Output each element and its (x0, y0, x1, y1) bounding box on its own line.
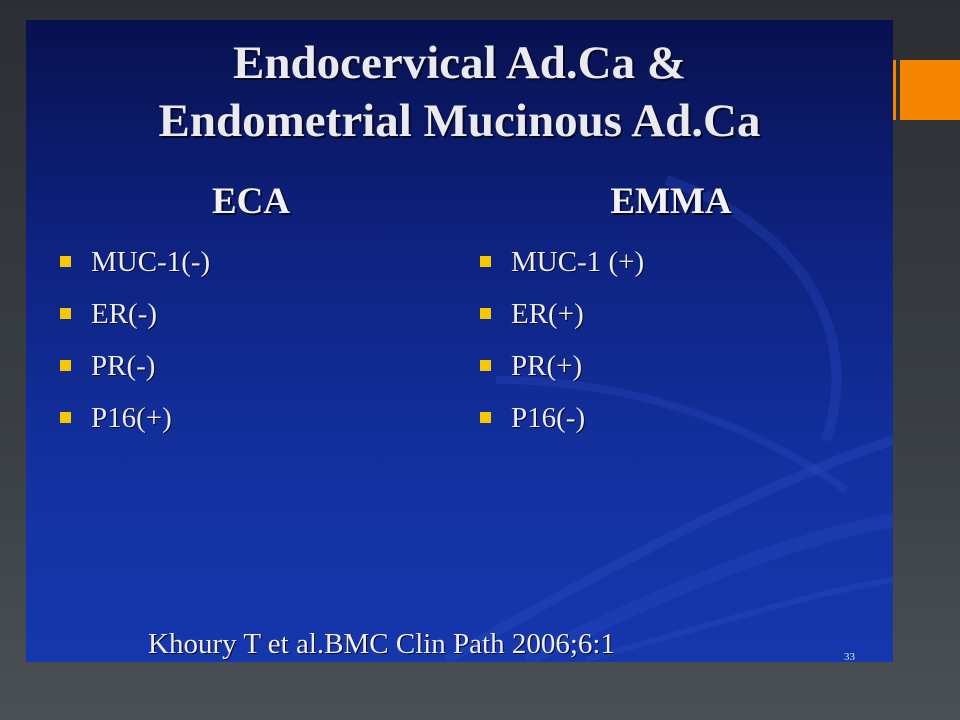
square-bullet-icon (60, 308, 71, 319)
list-item-text: P16(-) (511, 402, 586, 434)
list-item (476, 236, 876, 288)
slide-number: 33 (844, 651, 855, 662)
title-line-1: Endocervical Ad.Ca & (232, 37, 687, 89)
left-column-list (56, 236, 456, 444)
square-bullet-icon (480, 256, 491, 267)
square-bullet-icon (60, 412, 71, 423)
list-item-text: P16(+) (91, 402, 172, 434)
list-item-text: MUC-1(-) (91, 246, 211, 278)
list-item (476, 340, 876, 392)
right-column (476, 180, 876, 444)
list-item (476, 392, 876, 444)
list-item (56, 236, 456, 288)
title-line-2: Endometrial Mucinous Ad.Ca (158, 95, 761, 147)
square-bullet-icon (480, 412, 491, 423)
list-item (56, 392, 456, 444)
right-column-list (476, 236, 876, 444)
citation: Khoury T et al.BMC Clin Path 2006;6:1 (148, 628, 615, 660)
accent-line (893, 60, 896, 120)
list-item-text: MUC-1 (+) (511, 246, 645, 278)
left-column (56, 180, 456, 444)
square-bullet-icon (60, 360, 71, 371)
list-item-text: PR(+) (511, 350, 583, 382)
slide (26, 20, 893, 662)
right-column-heading: EMMA (610, 181, 732, 222)
square-bullet-icon (480, 360, 491, 371)
square-bullet-icon (60, 256, 71, 267)
square-bullet-icon (480, 308, 491, 319)
accent-square (900, 60, 960, 120)
list-item-text: ER(-) (91, 298, 158, 330)
left-column-heading: ECA (211, 181, 291, 222)
list-item-text: PR(-) (91, 350, 156, 382)
list-item (56, 288, 456, 340)
slide-title (26, 34, 893, 150)
list-item (476, 288, 876, 340)
list-item (56, 340, 456, 392)
list-item-text: ER(+) (511, 298, 584, 330)
